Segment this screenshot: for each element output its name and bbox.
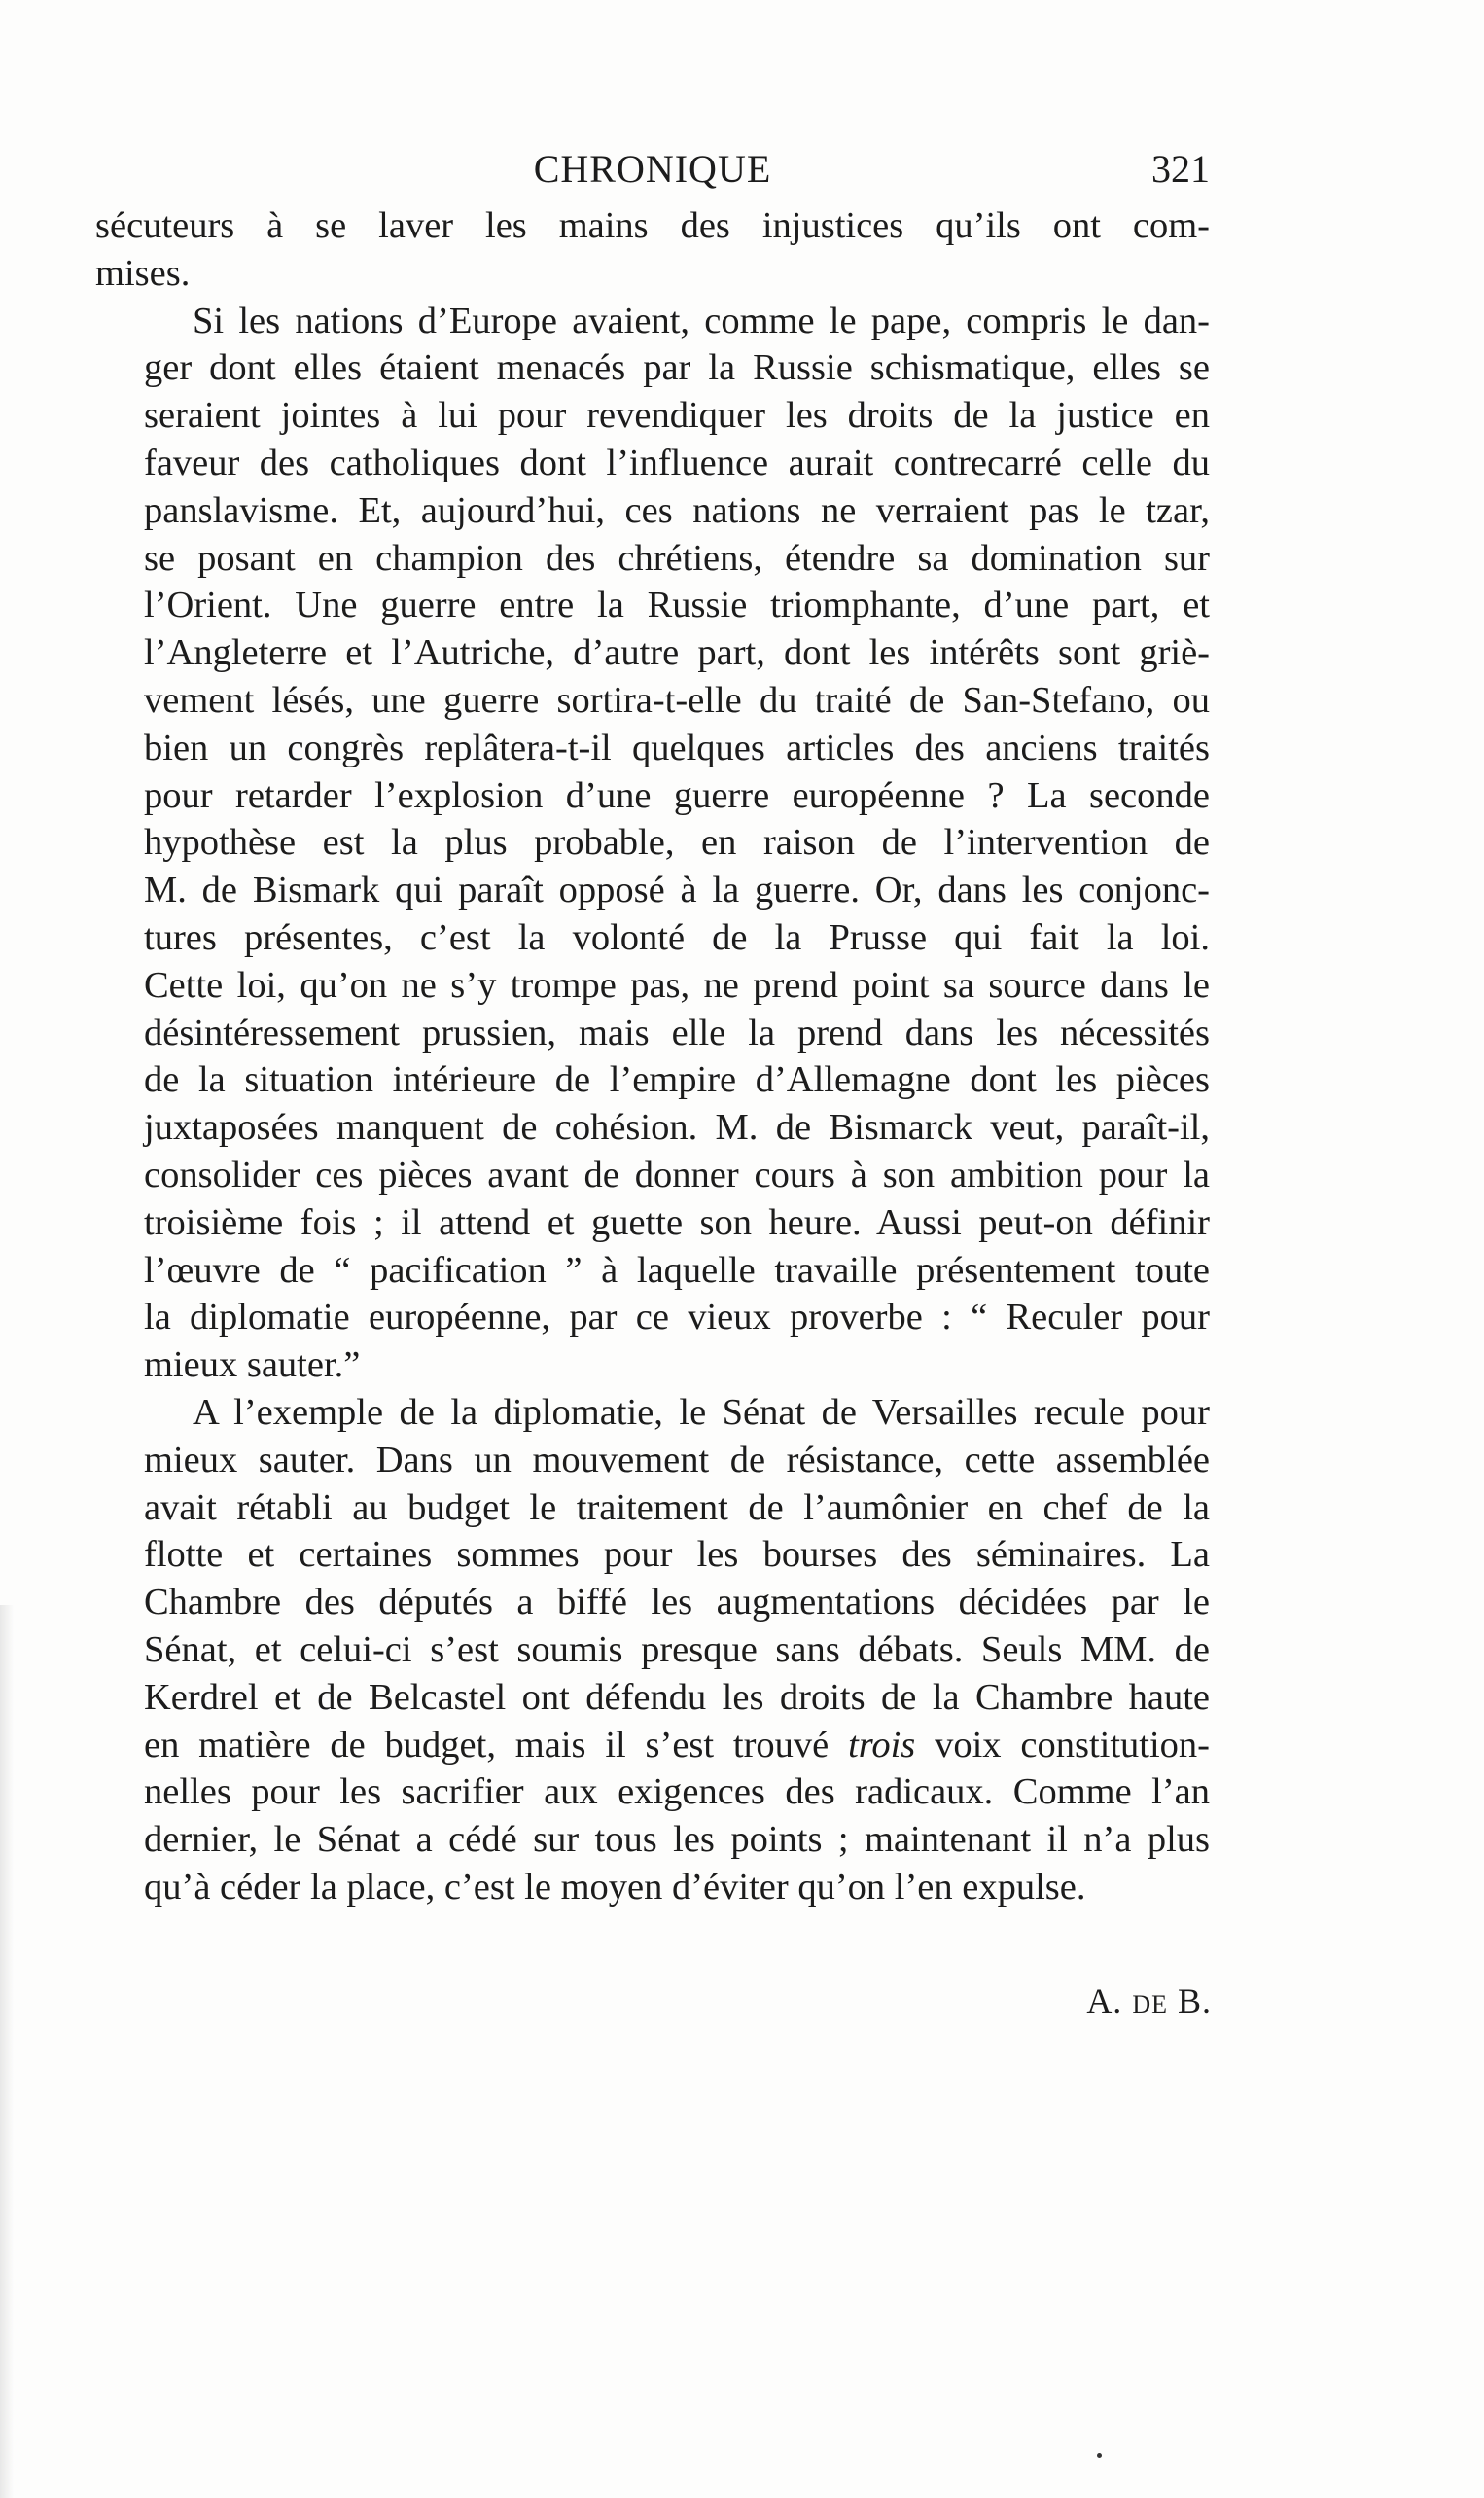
text-line: A l’exemple de la diplomatie, le Sénat de Versailles recule pour	[193, 1391, 1210, 1433]
paragraph	[95, 298, 1210, 1389]
text-line: seraient jointes à lui pour revendiquer les droits de la justice en	[144, 395, 1210, 437]
signature-particle: DE	[1132, 1990, 1168, 2018]
text-line: de la situation intérieure de l’empire d’Allemagne dont les pièces	[144, 1059, 1210, 1101]
text-line: hypothèse est la plus probable, en raison de l’intervention de	[144, 822, 1210, 864]
text-line: ger dont elles étaient menacés par la Russie schismatique, elles se	[144, 347, 1210, 389]
text-line: Kerdrel et de Belcastel ont défendu les droits de la Chambre haute	[144, 1676, 1210, 1718]
text-fragment: en matière de budget, mais il s’est trouvé	[144, 1724, 830, 1766]
text-fragment: voix constitution-	[915, 1724, 1210, 1766]
text-line: Sénat, et celui-ci s’est soumis presque sans débats. Seuls MM. de	[144, 1628, 1210, 1670]
text-line: nelles pour les sacrifier aux exigences des radicaux. Comme l’an	[144, 1771, 1210, 1813]
text-line: mieux sauter. Dans un mouvement de résistance, cette assemblée	[144, 1439, 1210, 1481]
text-line: tures présentes, c’est la volonté de la Prusse qui fait la loi.	[144, 916, 1210, 958]
signature-surname: B.	[1177, 1981, 1212, 2020]
article-body	[95, 202, 1210, 1911]
text-line: faveur des catholiques dont l’influence aurait contrecarré celle du	[144, 442, 1210, 483]
text-line: mises.	[95, 252, 191, 294]
paragraph	[95, 1389, 1210, 1911]
text-line: dernier, le Sénat a cédé sur tous les points ; maintenant il n’a plus	[144, 1819, 1210, 1861]
text-line: bien un congrès replâtera-t-il quelques articles des anciens traités	[144, 727, 1210, 768]
text-line: avait rétabli au budget le traitement de l’aumônier en chef de la	[144, 1486, 1210, 1528]
text-line: troisième fois ; il attend et guette son heure. Aussi peut-on définir	[144, 1201, 1210, 1243]
running-header	[95, 146, 1210, 196]
text-line: Cette loi, qu’on ne s’y trompe pas, ne prend point sa source dans le	[144, 964, 1210, 1006]
author-signature	[1086, 1981, 1212, 2021]
text-line: désintéressement prussien, mais elle la prend dans les nécessités	[144, 1012, 1210, 1053]
text-line: l’Orient. Une guerre entre la Russie triomphante, d’une part, et	[144, 585, 1210, 626]
text-line: M. de Bismark qui paraît opposé à la guerre. Or, dans les conjonc-	[144, 870, 1210, 911]
text-line: mieux sauter.”	[144, 1344, 361, 1386]
text-line-with-italic	[95, 1722, 1210, 1769]
text-line: Chambre des députés a biffé les augmentations décidées par le	[144, 1582, 1210, 1624]
text-line: la diplomatie européenne, par ce vieux proverbe : “ Reculer pour	[144, 1297, 1210, 1338]
page-number: 321	[1151, 147, 1210, 191]
text-line: pour retarder l’explosion d’une guerre européenne ? La seconde	[144, 774, 1210, 816]
paragraph	[95, 202, 1210, 298]
ink-speck	[1097, 2453, 1102, 2458]
text-line: vement lésés, une guerre sortira-t-elle du traité de San-Stefano, ou	[144, 679, 1210, 721]
text-line: sécuteurs à se laver les mains des injustices qu’ils ont com-	[95, 205, 1210, 246]
text-line: consolider ces pièces avant de donner cours à son ambition pour la	[144, 1154, 1210, 1195]
text-line: flotte et certaines sommes pour les bourses des séminaires. La	[144, 1534, 1210, 1576]
text-line: l’Angleterre et l’Autriche, d’autre part, dont les intérêts sont griè-	[144, 632, 1210, 674]
text-line: l’œuvre de “ pacification ” à laquelle travaille présentement toute	[144, 1249, 1210, 1291]
text-line: panslavisme. Et, aujourd’hui, ces nations ne verraient pas le tzar,	[144, 489, 1210, 531]
text-line: Si les nations d’Europe avaient, comme le pape, compris le dan-	[193, 300, 1210, 341]
italic-word: trois	[848, 1724, 916, 1766]
text-line: juxtaposées manquent de cohésion. M. de Bismarck veut, paraît-il,	[144, 1107, 1210, 1149]
text-line: qu’à céder la place, c’est le moyen d’éviter qu’on l’en expulse.	[144, 1866, 1086, 1908]
scan-edge-shadow	[0, 1605, 14, 2498]
text-line: se posant en champion des chrétiens, étendre sa domination sur	[144, 537, 1210, 579]
signature-initial: A.	[1086, 1981, 1123, 2020]
running-title: CHRONIQUE	[533, 147, 772, 191]
